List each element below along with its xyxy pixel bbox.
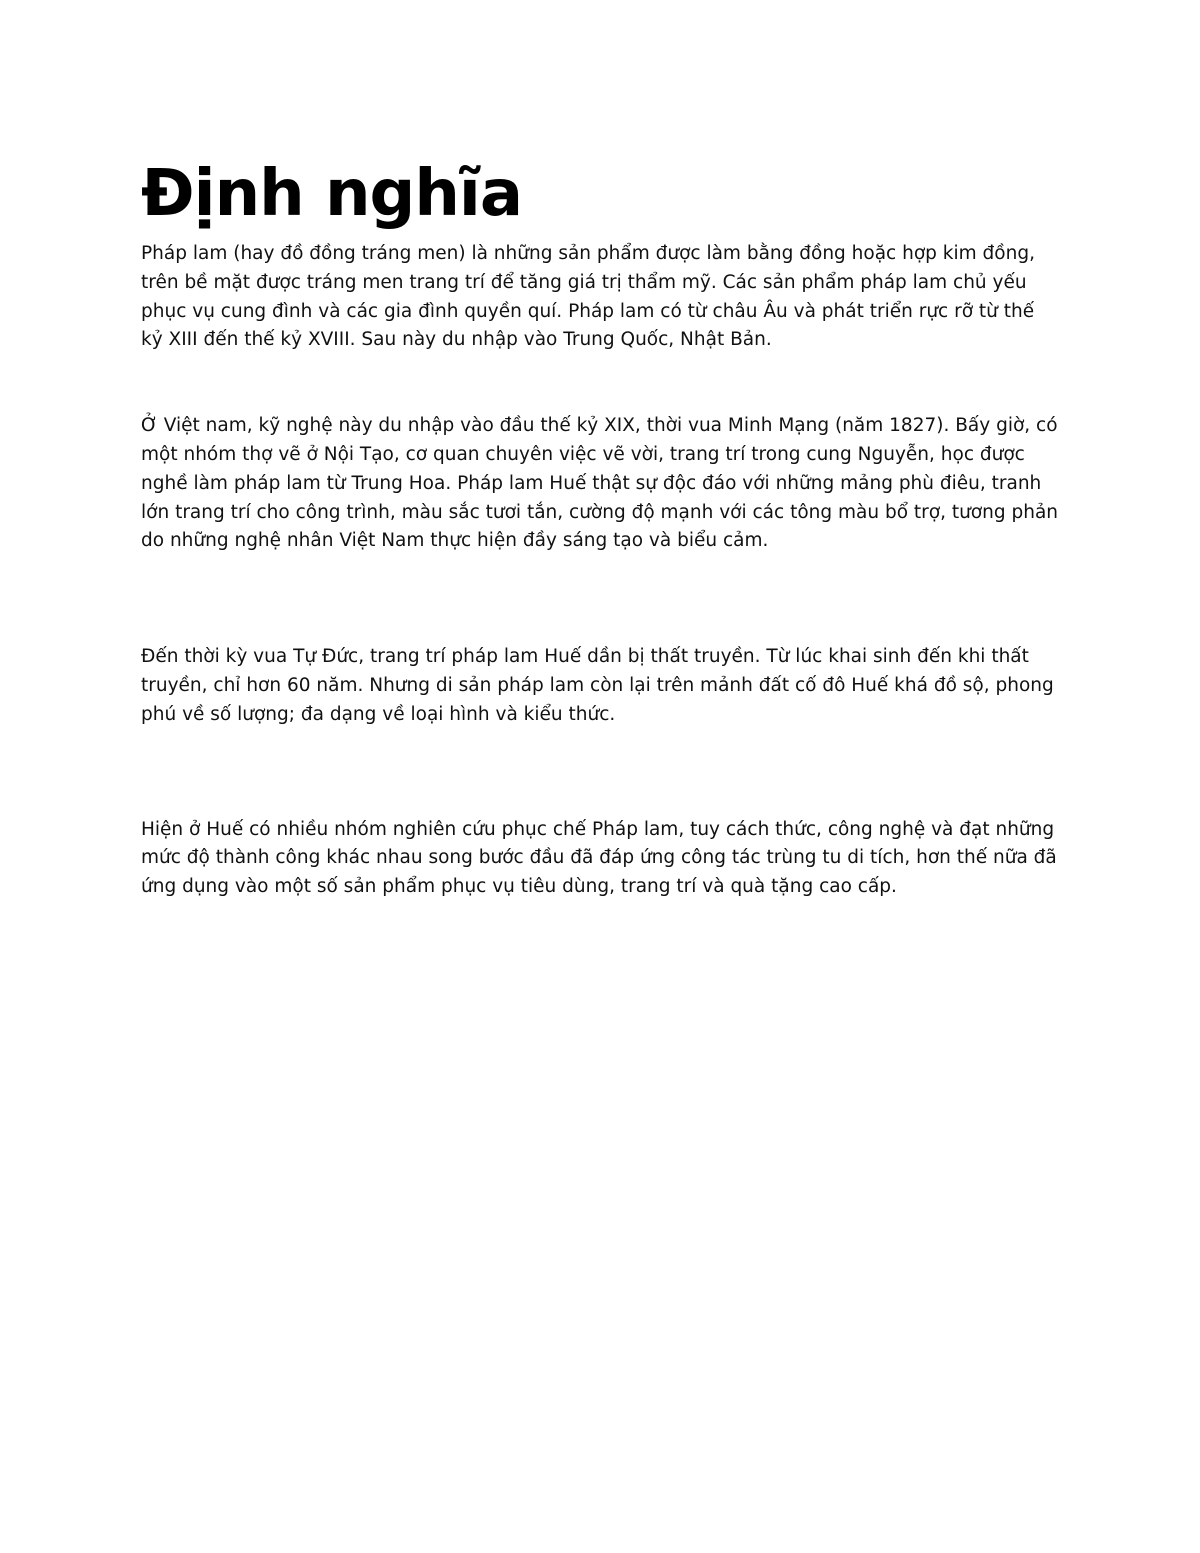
paragraph-restoration: Hiện ở Huế có nhiều nhóm nghiên cứu phục chế Pháp lam, tuy cách thức, công nghệ và đạt những mức độ thành công khác nhau song bước đầu đã đáp ứng công tác trùng tu di tích, hơn thế nữa đã ứng dụng vào một số sản phẩm phục vụ tiêu dùng, trang trí và quà tặng cao cấp. [141, 818, 1057, 898]
paragraph-definition: Pháp lam (hay đồ đồng tráng men) là những sản phẩm được làm bằng đồng hoặc hợp kim đồng, trên bề mặt được tráng men trang trí để tăng giá trị thẩm mỹ. Các sản phẩm pháp lam chủ yếu phục vụ cung đình và các gia đình quyền quí. Pháp lam có từ châu Âu và phát triển rực rỡ từ thế kỷ XIII đến thế kỷ XVIII. Sau này du nhập vào Trung Quốc, Nhật Bản. [141, 243, 1035, 351]
paragraph-tu-duc-era: Đến thời kỳ vua Tự Đức, trang trí pháp lam Huế dần bị thất truyền. Từ lúc khai sinh đến khi thất truyền, chỉ hơn 60 năm. Nhưng di sản pháp lam còn lại trên mảnh đất cố đô Huế khá đồ sộ, phong phú về số lượng; đa dạng về loại hình và kiểu thức. [141, 646, 1054, 725]
paragraph-vietnam-history: Ở Việt nam, kỹ nghệ này du nhập vào đầu thế kỷ XIX, thời vua Minh Mạng (năm 1827). Bấy giờ, có một nhóm thợ vẽ ở Nội Tạo, cơ quan chuyên việc vẽ vời, trang trí trong cung Nguyễn, học được nghề làm pháp lam từ Trung Hoa. Pháp lam Huế thật sự độc đáo với những mảng phù điêu, tranh lớn trang trí cho công trình, màu sắc tươi tắn, cường độ mạnh với các tông màu bổ trợ, tương phản do những nghệ nhân Việt Nam thực hiện đầy sáng tạo và biểu cảm. [141, 415, 1059, 552]
document-title: Định nghĩa [141, 157, 523, 231]
document-body [141, 150, 1059, 902]
